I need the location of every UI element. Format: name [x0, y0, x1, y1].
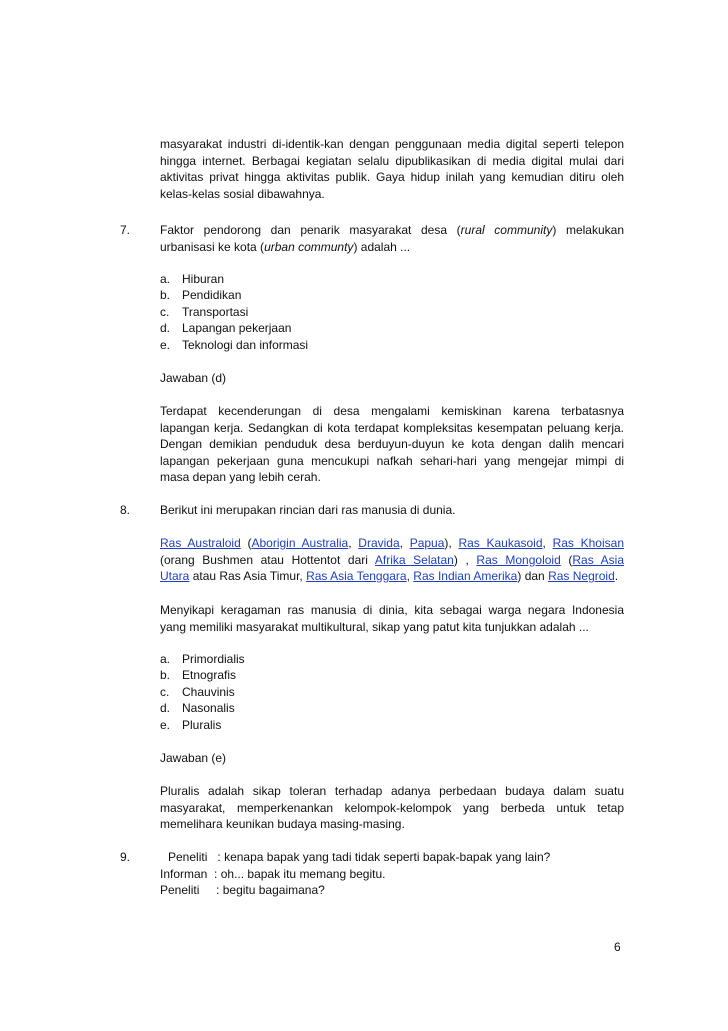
question-8-text	[160, 602, 624, 635]
link-ras-asia-utara[interactable]: Ras Asia	[572, 552, 624, 567]
page-number: 6	[614, 940, 621, 954]
explanation-line: Pluralis adalah sikap toleran terhadap adanya perbedaan budaya dalam suatu	[160, 784, 624, 798]
intro-line: aktivitas privat hingga aktivitas publik. Gaya hidup inilah yang kemudian ditiru oleh	[160, 170, 624, 185]
link-afrika-selatan[interactable]: Afrika Selatan	[374, 552, 454, 567]
explanation-line: lapangan kerja. Sedangkan di kota terdapat kompleksitas kesempatan peluang kerja.	[160, 420, 624, 435]
question-7-explanation	[160, 403, 624, 486]
question-8-explanation	[160, 783, 624, 833]
dialog-line-2: Informan : oh... bapak itu memang begitu.	[160, 867, 386, 881]
dialog-speaker: Peneliti	[160, 883, 200, 897]
explanation-line: masa depan yang lebih cerah.	[160, 470, 321, 485]
link-ras-kaukasoid[interactable]: Ras Kaukasoid	[458, 536, 543, 550]
link-aborigin-australia[interactable]: Aborigin Australia	[251, 536, 349, 550]
explanation-line: Terdapat kecenderungan di desa mengalami kemiskinan karena terbatasnya	[160, 404, 624, 418]
question-8-option-c: c. Chauvinis	[160, 685, 235, 699]
question-8-intro	[160, 502, 624, 519]
race-list-line: Utara atau Ras Asia Timur, Ras Asia Tenggara, Ras Indian Amerika) dan Ras Negroid.	[160, 569, 619, 584]
question-8-intro-text: Berikut ini merupakan rincian dari ras manusia di dunia.	[160, 503, 456, 517]
question-7-text	[160, 222, 624, 255]
question-7-option-c: c. Transportasi	[160, 305, 249, 319]
link-papua[interactable]: Papua	[409, 536, 445, 550]
dialog-text: begitu bagaimana?	[222, 883, 325, 897]
question-8-line: Menyikapi keragaman ras manusia di dinia, kita sebagai warga negara Indonesia	[160, 603, 624, 617]
question-8-line: yang memiliki masyarakat multikultural, sikap yang patut kita tunjukkan adalah ...	[160, 619, 589, 634]
link-ras-asia-utara-2[interactable]: Utara	[160, 569, 190, 584]
race-list	[160, 535, 624, 585]
question-7-option-e: e. Teknologi dan informasi	[160, 338, 309, 352]
intro-line: masyarakat industri di-identik-kan dengan penggunaan media digital seperti telepon	[160, 137, 624, 151]
explanation-line: masyarakat, memperkenankan kelompok-kelompok yang berbeda untuk tetap	[160, 800, 624, 815]
dialog-text: kenapa bapak yang tadi tidak seperti bapak-bapak yang lain?	[224, 850, 551, 864]
question-8-answer: Jawaban (e)	[160, 751, 227, 765]
question-7-line: Faktor pendorong dan penarik masyarakat desa (rural community) melakukan	[160, 223, 624, 237]
link-ras-australoid[interactable]: Ras Australoid	[160, 536, 241, 550]
intro-line: hingga internet. Berbagai kegiatan selalu dipublikasikan di media digital mulai dari	[160, 153, 624, 168]
intro-paragraph	[160, 136, 624, 202]
question-8-number: 8.	[120, 503, 131, 517]
link-ras-indian-amerika[interactable]: Ras Indian Amerika	[413, 569, 518, 584]
question-7-line: urbanisasi ke kota (urban communty) adalah ...	[160, 239, 411, 254]
dialog-text: oh... bapak itu memang begitu.	[220, 867, 386, 881]
race-list-line: Ras Australoid (Aborigin Australia, Dravida, Papua), Ras Kaukasoid, Ras Khoisan	[160, 536, 624, 550]
question-8-option-b: b. Etnografis	[160, 668, 237, 682]
link-ras-mongoloid[interactable]: Ras Mongoloid	[476, 552, 561, 567]
question-8-option-d: d. Nasonalis	[160, 701, 235, 715]
explanation-line: lapangan pekerjaan guna mencukupi nafkah sehari-hari yang mengejar mimpi di	[160, 453, 624, 468]
question-8-option-a: a. Primordialis	[160, 652, 245, 666]
explanation-line: memelihara keunikan budaya masing-masing.	[160, 817, 405, 832]
link-dravida[interactable]: Dravida	[358, 536, 400, 550]
dialog-line-1: Peneliti : kenapa bapak yang tadi tidak seperti bapak-bapak yang lain?	[168, 850, 551, 864]
link-ras-negroid[interactable]: Ras Negroid	[548, 569, 615, 584]
link-ras-asia-tenggara[interactable]: Ras Asia Tenggara	[306, 569, 407, 584]
question-7-option-d: d. Lapangan pekerjaan	[160, 321, 292, 335]
question-8-option-e: e. Pluralis	[160, 718, 222, 732]
intro-line: kelas-kelas sosial dibawahnya.	[160, 186, 325, 201]
dialog-speaker: Informan	[160, 867, 208, 881]
question-7-number: 7.	[120, 223, 131, 237]
explanation-line: Dengan demikian penduduk desa berduyun-duyun ke kota dengan dalih mencari	[160, 437, 624, 452]
question-7-option-b: b. Pendidikan	[160, 288, 242, 302]
link-ras-khoisan[interactable]: Ras Khoisan	[552, 536, 624, 550]
question-7-answer: Jawaban (d)	[160, 371, 227, 385]
race-list-line: (orang Bushmen atau Hottentot dari Afrika Selatan) , Ras Mongoloid (Ras Asia	[160, 552, 624, 567]
dialog-speaker: Peneliti	[168, 850, 208, 864]
dialog-line-3: Peneliti : begitu bagaimana?	[160, 883, 325, 897]
question-7-option-a: a. Hiburan	[160, 272, 225, 286]
question-9-number: 9.	[120, 850, 131, 864]
